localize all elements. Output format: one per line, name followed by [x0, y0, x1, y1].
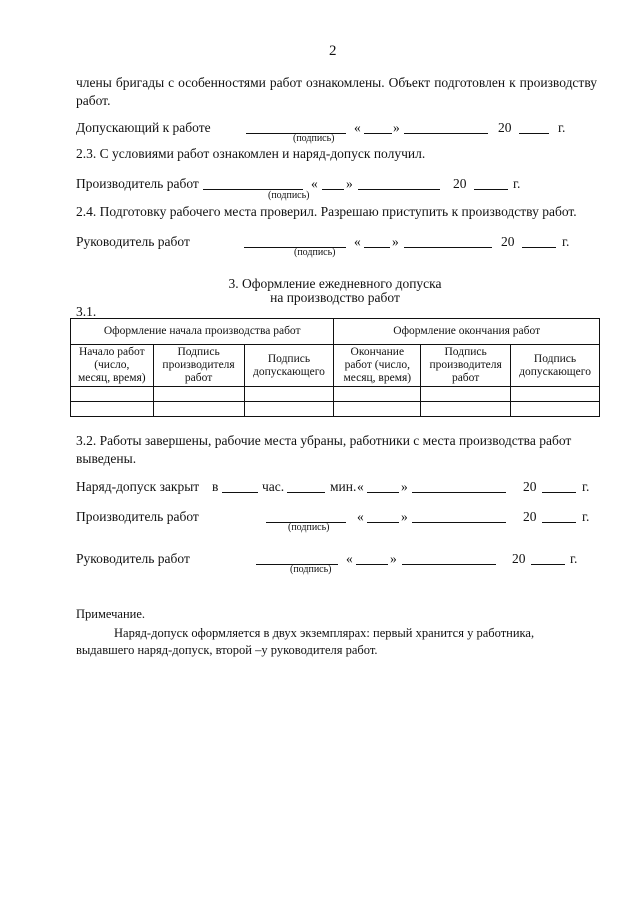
year-prefix: 20 — [512, 551, 526, 566]
closed-hours-field[interactable] — [287, 481, 325, 493]
quote-open: « — [354, 234, 361, 249]
quote-close: » — [401, 509, 408, 524]
year-prefix: 20 — [523, 509, 537, 524]
producer-day-field[interactable] — [367, 511, 399, 523]
column-header-issuer-signature: Подпись допускающего — [244, 345, 334, 387]
year-suffix: г. — [558, 120, 566, 135]
manager-year-field[interactable] — [531, 553, 565, 565]
note-title: Примечание. — [76, 607, 146, 621]
intro-paragraph: члены бригады с особенностями работ ознакомлены. Объект подготовлен к производству работ. — [76, 75, 597, 108]
producer-label: Производитель работ — [76, 176, 199, 191]
note-text: Наряд-допуск оформляется в двух экземплярах: первый хранится у работника, выдавшего наряд-допуск, второй –у руководителя работ. — [76, 626, 535, 657]
column-header-producer-signature-end: Подпись производителя работ — [421, 345, 511, 387]
signature-note: (подпись) — [294, 247, 336, 258]
signature-note: (подпись) — [268, 190, 310, 201]
manager-month-field[interactable] — [402, 553, 496, 565]
signature-note: (подпись) — [288, 522, 330, 533]
hours-word: час. — [262, 479, 285, 494]
producer-month-field[interactable] — [412, 511, 506, 523]
year-suffix: г. — [562, 234, 570, 249]
signature-note: (подпись) — [293, 133, 335, 144]
permit-issuer-month-field[interactable] — [404, 122, 488, 134]
table-row — [71, 402, 600, 417]
year-suffix: г. — [582, 509, 590, 524]
year-prefix: 20 — [498, 120, 512, 135]
closed-year-field[interactable] — [542, 481, 576, 493]
quote-close: » — [346, 176, 353, 191]
table-cell[interactable] — [334, 387, 421, 402]
producer-label: Производитель работ — [76, 509, 199, 524]
table-cell[interactable] — [421, 402, 511, 417]
section-3-title-line-1: 3. Оформление ежедневного допуска — [228, 276, 442, 291]
year-prefix: 20 — [453, 176, 467, 191]
quote-open: « — [311, 176, 318, 191]
closed-date-field[interactable] — [222, 481, 258, 493]
table-cell[interactable] — [71, 402, 154, 417]
table-cell[interactable] — [511, 402, 600, 417]
year-suffix: г. — [513, 176, 521, 191]
producer-month-field[interactable] — [358, 178, 440, 190]
section-3-1-label: 3.1. — [76, 304, 97, 319]
quote-close: » — [401, 479, 408, 494]
section-3-title-line-2: на производство работ — [270, 290, 400, 305]
table-cell[interactable] — [244, 402, 334, 417]
table-cell[interactable] — [153, 402, 244, 417]
section-2-4-text: 2.4. Подготовку рабочего места проверил. Разрешаю приступить к производству работ. — [76, 204, 577, 219]
manager-day-field[interactable] — [356, 553, 388, 565]
table-cell[interactable] — [71, 387, 154, 402]
quote-close: » — [393, 120, 400, 135]
table-cell[interactable] — [334, 402, 421, 417]
in-word: в — [212, 479, 219, 494]
year-prefix: 20 — [523, 479, 537, 494]
manager-label: Руководитель работ — [76, 551, 190, 566]
column-header-start-time: Начало работ (число, месяц, время) — [71, 345, 154, 387]
manager-day-field[interactable] — [364, 236, 390, 248]
section-3-2-text: 3.2. Работы завершены, рабочие места убраны, работники с места производства работ выведены. — [76, 433, 572, 466]
closed-day-field[interactable] — [367, 481, 399, 493]
producer-signature-field[interactable] — [203, 178, 303, 190]
year-suffix: г. — [582, 479, 590, 494]
table-cell[interactable] — [421, 387, 511, 402]
column-header-issuer-signature-end: Подпись допускающего — [511, 345, 600, 387]
table-cell[interactable] — [511, 387, 600, 402]
manager-month-field[interactable] — [404, 236, 492, 248]
table-group-start-header: Оформление начала производства работ — [71, 319, 334, 345]
permit-closed-label: Наряд-допуск закрыт — [76, 479, 200, 494]
producer-year-field[interactable] — [542, 511, 576, 523]
permit-issuer-label: Допускающий к работе — [76, 120, 211, 135]
table-group-end-header: Оформление окончания работ — [334, 319, 600, 345]
quote-close: » — [390, 551, 397, 566]
page-number: 2 — [329, 43, 337, 59]
daily-permit-table — [70, 318, 600, 417]
column-header-producer-signature: Подпись производителя работ — [153, 345, 244, 387]
closed-month-field[interactable] — [412, 481, 506, 493]
manager-label: Руководитель работ — [76, 234, 190, 249]
manager-year-field[interactable] — [522, 236, 556, 248]
quote-open: « — [357, 509, 364, 524]
quote-close: » — [392, 234, 399, 249]
quote-open: « — [354, 120, 361, 135]
producer-year-field[interactable] — [474, 178, 508, 190]
table-cell[interactable] — [244, 387, 334, 402]
permit-issuer-year-field[interactable] — [519, 122, 549, 134]
year-prefix: 20 — [501, 234, 515, 249]
permit-issuer-day-field[interactable] — [364, 122, 392, 134]
section-2-3-text: 2.3. С условиями работ ознакомлен и наряд-допуск получил. — [76, 146, 426, 161]
column-header-end-time: Окончание работ (число, месяц, время) — [334, 345, 421, 387]
producer-day-field[interactable] — [322, 178, 344, 190]
signature-note: (подпись) — [290, 564, 332, 575]
quote-open: « — [357, 479, 364, 494]
quote-open: « — [346, 551, 353, 566]
minutes-word: мин. — [330, 479, 357, 494]
table-cell[interactable] — [153, 387, 244, 402]
year-suffix: г. — [570, 551, 578, 566]
table-row — [71, 387, 600, 402]
